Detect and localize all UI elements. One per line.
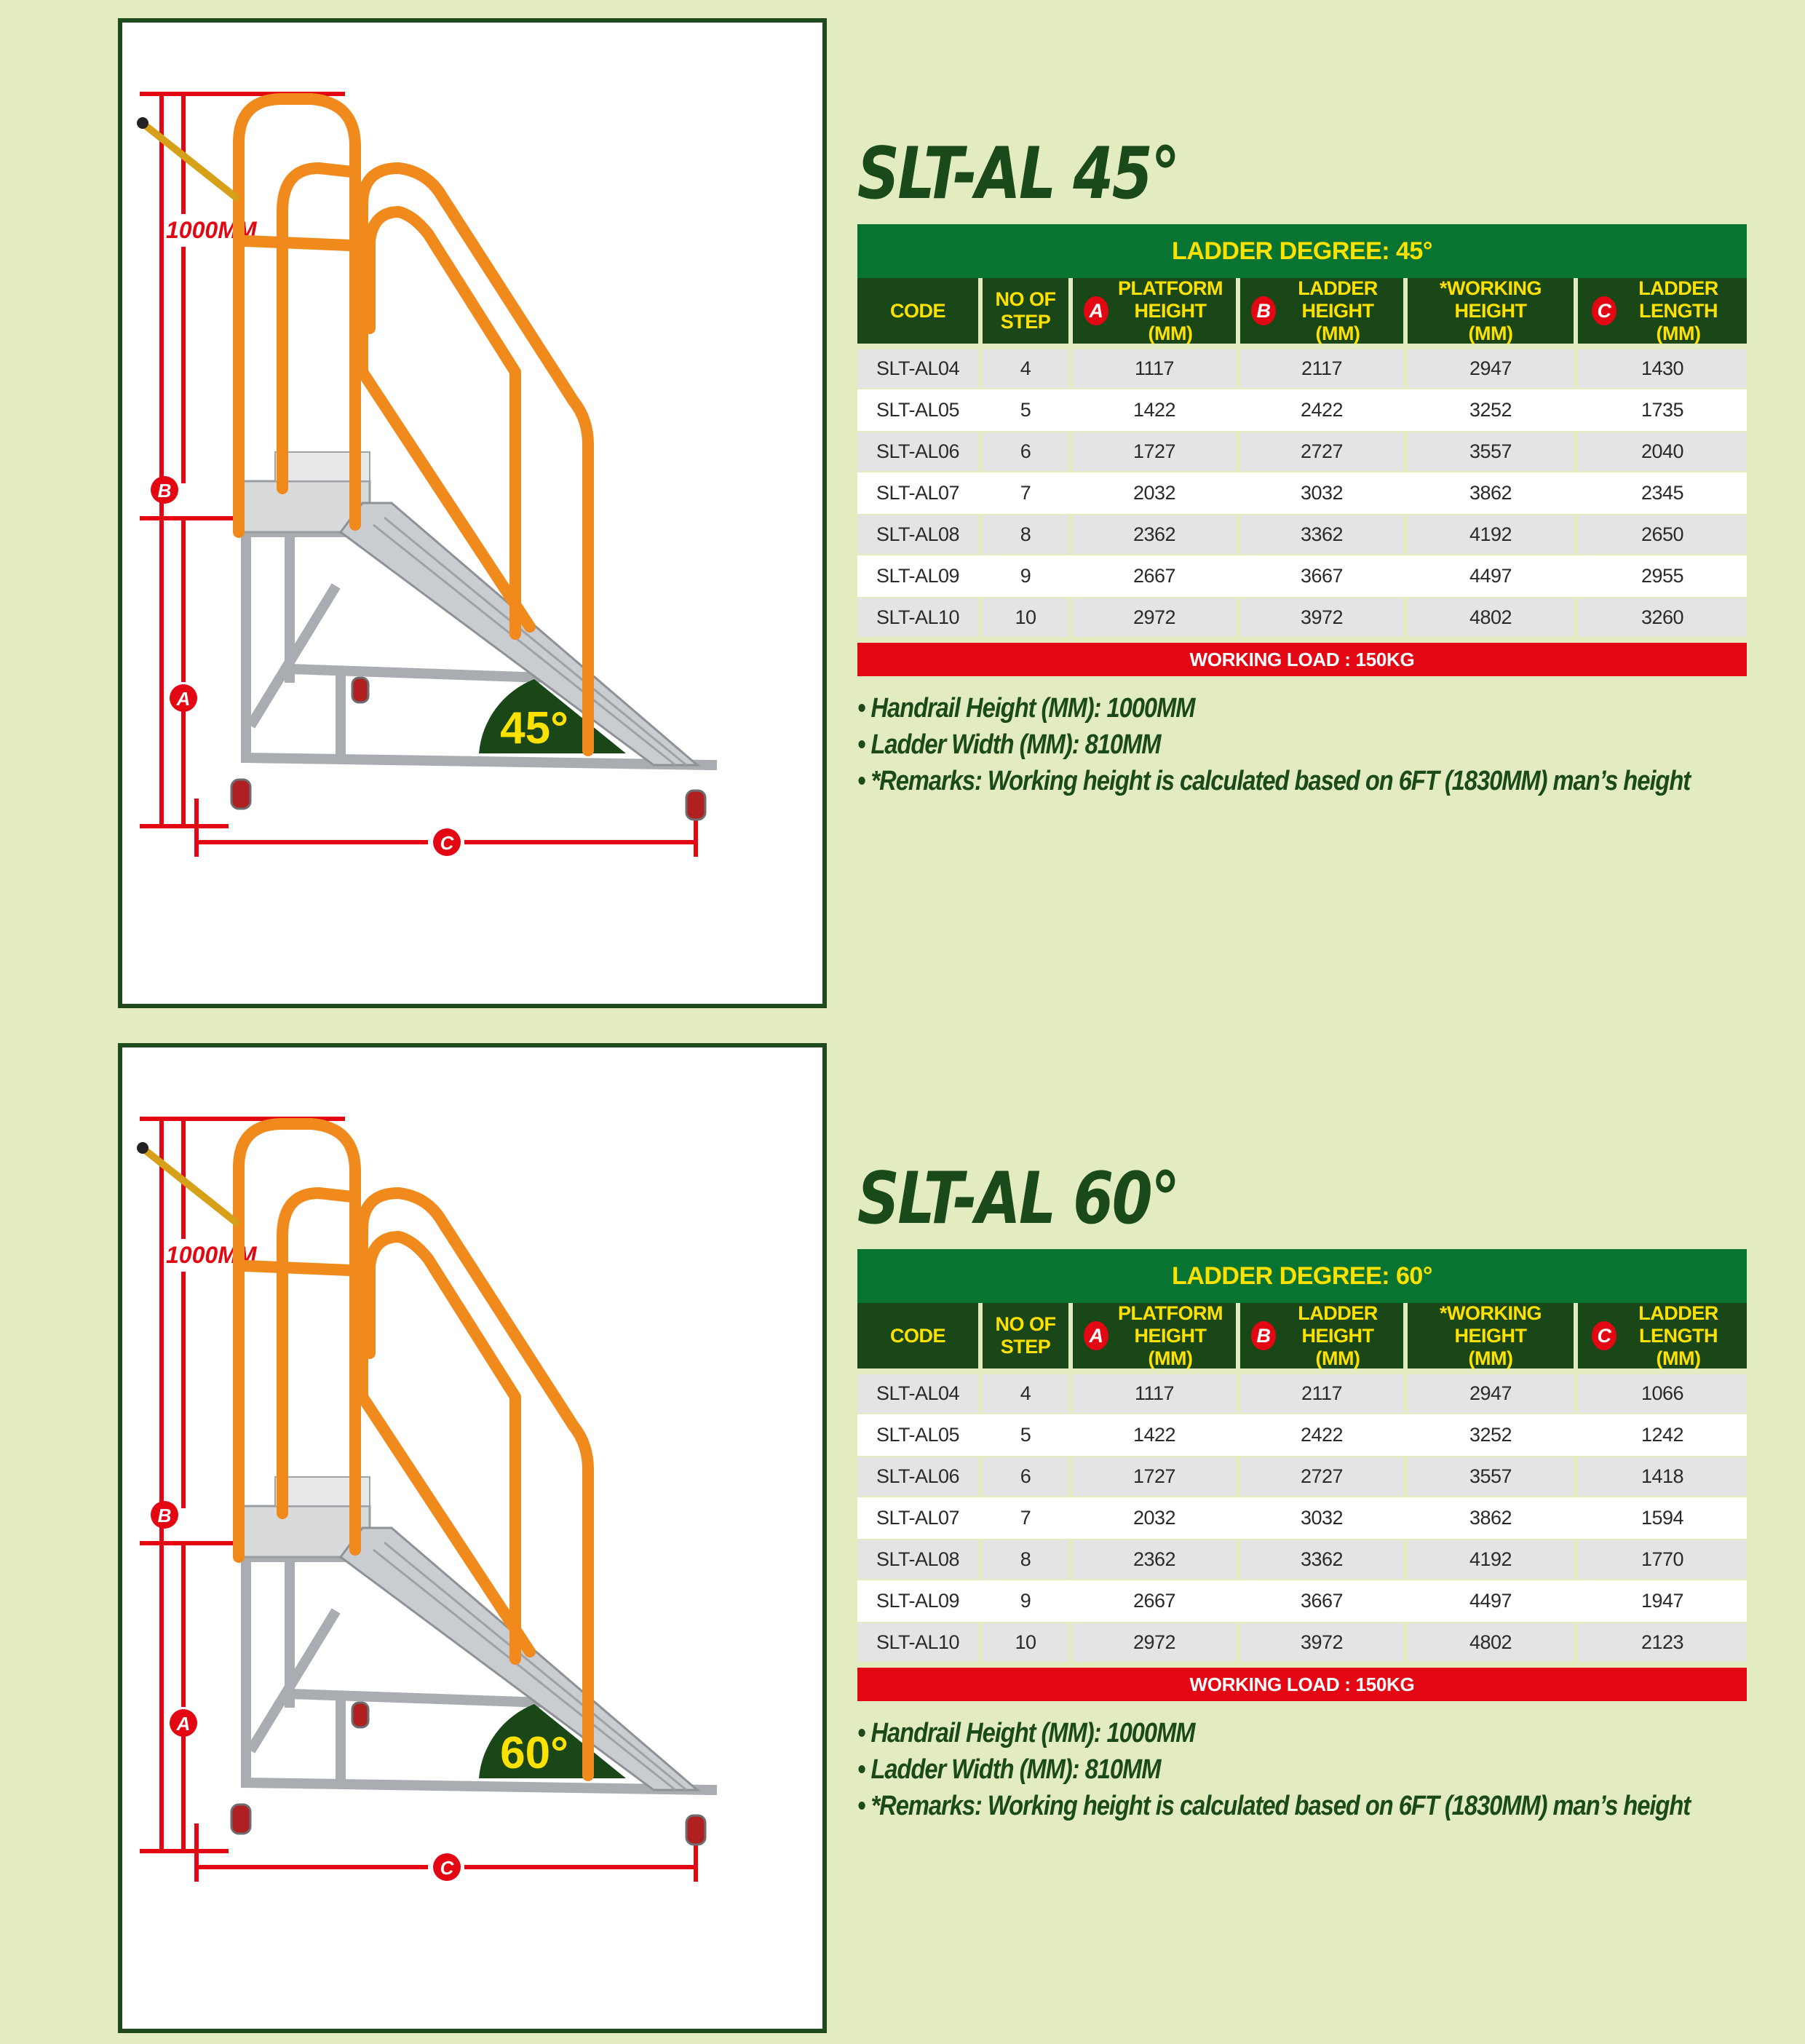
ladder-diagram-panel bbox=[118, 1043, 827, 2033]
table-cell: 2362 bbox=[1073, 1540, 1236, 1579]
table-cell: SLT-AL06 bbox=[857, 1457, 978, 1496]
working-load-bar: WORKING LOAD : 150KG bbox=[857, 1668, 1747, 1701]
svg-text:B: B bbox=[157, 480, 172, 502]
dimension-c-badge bbox=[433, 1853, 461, 1881]
column-header bbox=[857, 1303, 978, 1368]
column-header bbox=[1408, 278, 1574, 344]
table-cell: 3862 bbox=[1408, 1497, 1574, 1539]
dimension-badge-c: C bbox=[1592, 296, 1616, 325]
table-cell: 2667 bbox=[1073, 555, 1236, 597]
table-cell: SLT-AL06 bbox=[857, 432, 978, 471]
table-cell: 3032 bbox=[1240, 472, 1403, 514]
table-header-row bbox=[857, 1303, 1747, 1368]
spec-table bbox=[857, 1249, 1747, 1701]
table-cell: 3667 bbox=[1240, 1580, 1403, 1622]
safety-gate-bar bbox=[144, 124, 236, 197]
spec-notes bbox=[857, 1715, 1805, 1824]
dimension-a-badge bbox=[170, 684, 197, 712]
table-cell: 1727 bbox=[1073, 1457, 1236, 1496]
column-header bbox=[857, 278, 978, 344]
table-cell: 2727 bbox=[1240, 1457, 1403, 1496]
spec-note: • *Remarks: Working height is calculated based on 6FT (1830MM) man’s height bbox=[857, 1788, 1690, 1824]
column-header bbox=[1073, 278, 1236, 344]
svg-text:B: B bbox=[157, 1505, 172, 1526]
angle-label: 45° bbox=[500, 703, 568, 753]
table-cell: 9 bbox=[983, 555, 1068, 597]
table-cell: 2032 bbox=[1073, 472, 1236, 514]
table-cell: 4192 bbox=[1408, 515, 1574, 554]
table-cell: 2117 bbox=[1240, 349, 1403, 388]
table-cell: SLT-AL07 bbox=[857, 1497, 978, 1539]
table-body bbox=[857, 1373, 1747, 1663]
svg-text:C: C bbox=[440, 1857, 454, 1879]
table-cell: 1418 bbox=[1578, 1457, 1747, 1496]
table-cell: 1594 bbox=[1578, 1497, 1747, 1539]
model-title: SLT-AL 60° bbox=[857, 1157, 1178, 1240]
table-cell: SLT-AL09 bbox=[857, 1580, 978, 1622]
spec-table bbox=[857, 224, 1747, 676]
table-cell: 1117 bbox=[1073, 349, 1236, 388]
table-cell: SLT-AL10 bbox=[857, 598, 978, 637]
column-header-label: *WORKING HEIGHT (MM) bbox=[1440, 1302, 1542, 1369]
dimension-badge-a: A bbox=[1084, 296, 1108, 325]
table-cell: 2032 bbox=[1073, 1497, 1236, 1539]
svg-text:A: A bbox=[176, 688, 191, 710]
table-cell: 2422 bbox=[1240, 1414, 1403, 1456]
table-cell: 1947 bbox=[1578, 1580, 1747, 1622]
table-cell: SLT-AL08 bbox=[857, 515, 978, 554]
table-row bbox=[857, 1622, 1747, 1663]
table-cell: 1242 bbox=[1578, 1414, 1747, 1456]
table-row bbox=[857, 1414, 1747, 1456]
model-title: SLT-AL 45° bbox=[857, 132, 1178, 215]
table-cell: 8 bbox=[983, 1540, 1068, 1579]
table-cell: 1066 bbox=[1578, 1374, 1747, 1413]
svg-text:A: A bbox=[176, 1713, 191, 1735]
table-cell: 3557 bbox=[1408, 432, 1574, 471]
table-cell: SLT-AL07 bbox=[857, 472, 978, 514]
dimension-badge-c: C bbox=[1592, 1321, 1616, 1350]
dimension-lines bbox=[140, 1119, 696, 1882]
table-cell: 4497 bbox=[1408, 1580, 1574, 1622]
column-header bbox=[1240, 278, 1403, 344]
table-row bbox=[857, 1456, 1747, 1497]
table-cell: 1117 bbox=[1073, 1374, 1236, 1413]
table-cell: 2123 bbox=[1578, 1623, 1747, 1662]
table-cell: 3252 bbox=[1408, 389, 1574, 431]
spec-note: • Handrail Height (MM): 1000MM bbox=[857, 690, 1690, 726]
table-cell: 5 bbox=[983, 389, 1068, 431]
table-cell: 1770 bbox=[1578, 1540, 1747, 1579]
table-cell: SLT-AL05 bbox=[857, 1414, 978, 1456]
dimension-badge-b: B bbox=[1251, 296, 1276, 325]
table-cell: 3667 bbox=[1240, 555, 1403, 597]
table-cell: 3362 bbox=[1240, 515, 1403, 554]
table-cell: 2947 bbox=[1408, 349, 1574, 388]
table-cell: SLT-AL08 bbox=[857, 1540, 978, 1579]
table-cell: 3032 bbox=[1240, 1497, 1403, 1539]
table-cell: 2362 bbox=[1073, 515, 1236, 554]
table-cell: 2955 bbox=[1578, 555, 1747, 597]
table-row bbox=[857, 555, 1747, 597]
table-cell: 2117 bbox=[1240, 1374, 1403, 1413]
table-cell: 2667 bbox=[1073, 1580, 1236, 1622]
table-cell: 2972 bbox=[1073, 598, 1236, 637]
table-cell: 2727 bbox=[1240, 432, 1403, 471]
table-cell: SLT-AL05 bbox=[857, 389, 978, 431]
table-row bbox=[857, 514, 1747, 555]
table-cell: SLT-AL04 bbox=[857, 349, 978, 388]
ladder-diagram bbox=[122, 23, 822, 1004]
product-section-1 bbox=[0, 0, 1805, 1019]
table-cell: 3557 bbox=[1408, 1457, 1574, 1496]
table-row bbox=[857, 1539, 1747, 1580]
table-row bbox=[857, 348, 1747, 389]
table-cell: 2345 bbox=[1578, 472, 1747, 514]
working-load-bar: WORKING LOAD : 150KG bbox=[857, 643, 1747, 676]
table-cell: 10 bbox=[983, 598, 1068, 637]
table-cell: 4802 bbox=[1408, 1623, 1574, 1662]
column-header-label: NO OF STEP bbox=[995, 288, 1056, 333]
spec-note: • *Remarks: Working height is calculated based on 6FT (1830MM) man’s height bbox=[857, 763, 1690, 799]
ladder-degree-band: LADDER DEGREE: 60° bbox=[857, 1249, 1747, 1303]
table-cell: SLT-AL10 bbox=[857, 1623, 978, 1662]
table-cell: 4802 bbox=[1408, 598, 1574, 637]
table-cell: 3972 bbox=[1240, 598, 1403, 637]
table-cell: 1422 bbox=[1073, 1414, 1236, 1456]
column-header bbox=[1240, 1303, 1403, 1368]
column-header bbox=[1578, 278, 1747, 344]
table-row bbox=[857, 472, 1747, 514]
dimension-b-badge bbox=[151, 476, 178, 504]
column-header-label: *WORKING HEIGHT (MM) bbox=[1440, 277, 1542, 344]
table-cell: 1735 bbox=[1578, 389, 1747, 431]
table-cell: 3862 bbox=[1408, 472, 1574, 514]
table-cell: 3972 bbox=[1240, 1623, 1403, 1662]
table-cell: 4 bbox=[983, 349, 1068, 388]
table-cell: 2422 bbox=[1240, 389, 1403, 431]
angle-label: 60° bbox=[500, 1728, 568, 1778]
table-row bbox=[857, 389, 1747, 431]
column-header-label: LADDER LENGTH (MM) bbox=[1638, 1302, 1718, 1369]
ladder-degree-band: LADDER DEGREE: 45° bbox=[857, 224, 1747, 278]
dimension-badge-a: A bbox=[1084, 1321, 1108, 1350]
table-cell: 6 bbox=[983, 1457, 1068, 1496]
table-cell: SLT-AL04 bbox=[857, 1374, 978, 1413]
svg-text:C: C bbox=[440, 832, 454, 854]
ladder-diagram-panel bbox=[118, 18, 827, 1008]
dimension-lines bbox=[140, 94, 696, 857]
table-cell: 5 bbox=[983, 1414, 1068, 1456]
column-header bbox=[1073, 1303, 1236, 1368]
table-cell: 9 bbox=[983, 1580, 1068, 1622]
table-cell: 3362 bbox=[1240, 1540, 1403, 1579]
table-cell: 2947 bbox=[1408, 1374, 1574, 1413]
table-row bbox=[857, 1497, 1747, 1539]
spec-note: • Ladder Width (MM): 810MM bbox=[857, 1751, 1690, 1788]
dimension-badge-b: B bbox=[1251, 1321, 1276, 1350]
dimension-a-badge bbox=[170, 1709, 197, 1737]
table-row bbox=[857, 431, 1747, 472]
column-header bbox=[983, 1303, 1068, 1368]
table-cell: 3260 bbox=[1578, 598, 1747, 637]
table-cell: 4192 bbox=[1408, 1540, 1574, 1579]
spec-notes bbox=[857, 690, 1805, 799]
column-header-label: LADDER HEIGHT (MM) bbox=[1298, 277, 1378, 344]
column-header-label: LADDER HEIGHT (MM) bbox=[1298, 1302, 1378, 1369]
product-section-2 bbox=[0, 1025, 1805, 2044]
table-cell: 2972 bbox=[1073, 1623, 1236, 1662]
spec-note: • Ladder Width (MM): 810MM bbox=[857, 726, 1690, 763]
table-cell: 7 bbox=[983, 1497, 1068, 1539]
table-cell: 1727 bbox=[1073, 432, 1236, 471]
table-row bbox=[857, 1580, 1747, 1622]
column-header-label: PLATFORM HEIGHT (MM) bbox=[1118, 1302, 1223, 1369]
handrail-height-label: 1000MM bbox=[166, 1242, 257, 1268]
table-cell: SLT-AL09 bbox=[857, 555, 978, 597]
column-header-label: CODE bbox=[889, 299, 945, 322]
safety-gate-bar bbox=[144, 1149, 236, 1222]
table-cell: 7 bbox=[983, 472, 1068, 514]
table-cell: 2040 bbox=[1578, 432, 1747, 471]
table-cell: 3252 bbox=[1408, 1414, 1574, 1456]
table-row bbox=[857, 597, 1747, 638]
spec-note: • Handrail Height (MM): 1000MM bbox=[857, 1715, 1690, 1751]
column-header-label: LADDER LENGTH (MM) bbox=[1638, 277, 1718, 344]
dimension-c-badge bbox=[433, 828, 461, 856]
table-cell: 1422 bbox=[1073, 389, 1236, 431]
table-cell: 1430 bbox=[1578, 349, 1747, 388]
table-cell: 4497 bbox=[1408, 555, 1574, 597]
column-header-label: CODE bbox=[889, 1324, 945, 1347]
table-body bbox=[857, 348, 1747, 638]
dimension-b-badge bbox=[151, 1501, 178, 1529]
table-cell: 2650 bbox=[1578, 515, 1747, 554]
column-header bbox=[1408, 1303, 1574, 1368]
column-header bbox=[983, 278, 1068, 344]
column-header bbox=[1578, 1303, 1747, 1368]
ladder-diagram bbox=[122, 1047, 822, 2029]
table-row bbox=[857, 1373, 1747, 1414]
table-cell: 10 bbox=[983, 1623, 1068, 1662]
column-header-label: NO OF STEP bbox=[995, 1313, 1056, 1358]
table-cell: 4 bbox=[983, 1374, 1068, 1413]
handrail-height-label: 1000MM bbox=[166, 217, 257, 243]
table-header-row bbox=[857, 278, 1747, 344]
table-cell: 8 bbox=[983, 515, 1068, 554]
column-header-label: PLATFORM HEIGHT (MM) bbox=[1118, 277, 1223, 344]
table-cell: 6 bbox=[983, 432, 1068, 471]
